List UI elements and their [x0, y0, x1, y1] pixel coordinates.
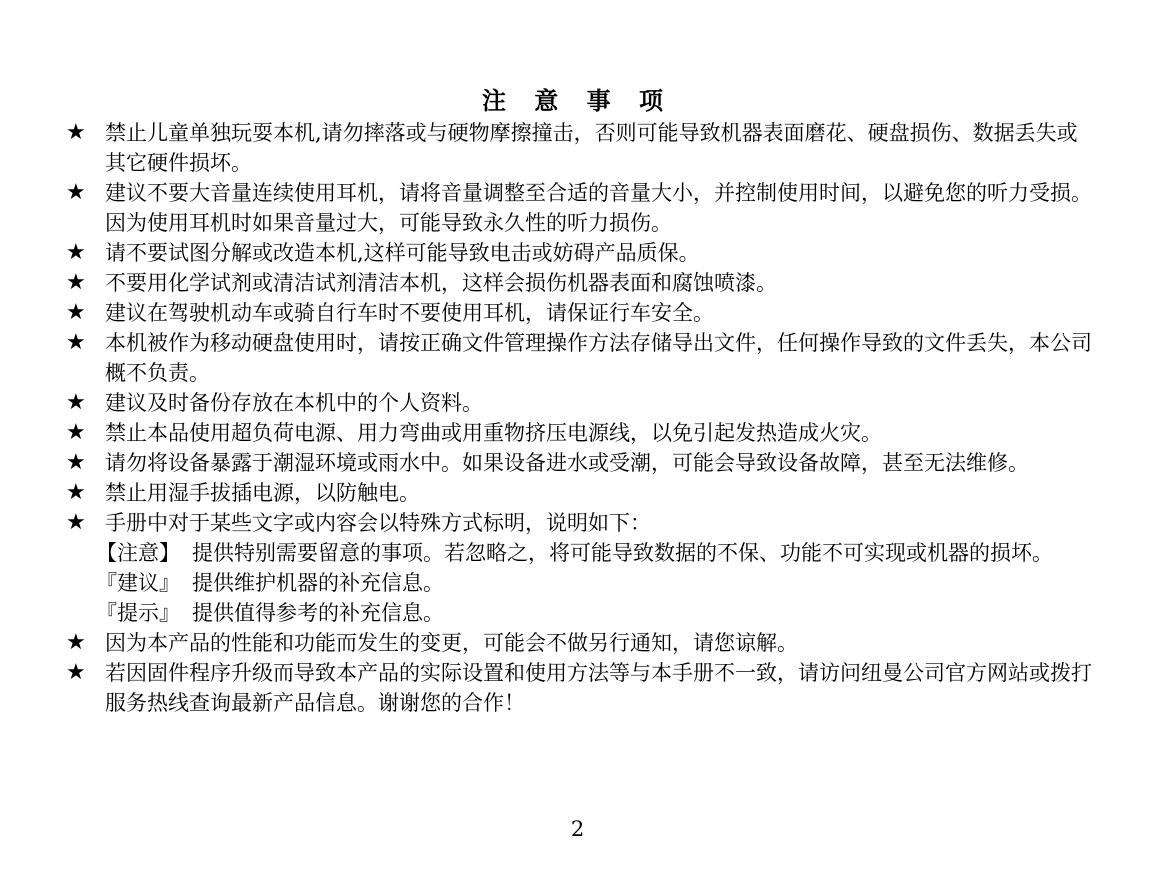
notice-item	[66, 388, 1096, 418]
star-icon: ★	[66, 630, 86, 655]
notice-item	[66, 328, 1096, 388]
notation-item-tip	[66, 598, 1096, 628]
notice-item	[66, 658, 1096, 718]
notice-text: 禁止用湿手拔插电源，以防触电。	[105, 481, 420, 505]
notice-text: 不要用化学试剂或清洁试剂清洁本机，这样会损伤机器表面和腐蚀喷漆。	[105, 271, 777, 295]
notice-text: 建议不要大音量连续使用耳机，请将音量调整至合适的音量大小，并控制使用时间，以避免您的听力受损。因为使用耳机时如果音量过大，可能导致永久性的听力损伤。	[105, 181, 1092, 235]
page-title: 注 意 事 项	[481, 86, 674, 115]
star-icon: ★	[66, 330, 86, 355]
notation-label: 『提示』	[96, 601, 180, 625]
notice-item	[66, 478, 1096, 508]
notation-label: 【注意】	[96, 541, 180, 565]
notice-item	[66, 298, 1096, 328]
star-icon: ★	[66, 660, 86, 685]
star-icon: ★	[66, 240, 86, 265]
star-icon: ★	[66, 510, 86, 535]
star-icon: ★	[66, 120, 86, 145]
notice-text: 建议及时备份存放在本机中的个人资料。	[105, 391, 483, 415]
notice-item	[66, 118, 1096, 178]
notice-text: 手册中对于某些文字或内容会以特殊方式标明，说明如下：	[105, 511, 651, 535]
notice-text: 禁止儿童单独玩耍本机,请勿摔落或与硬物摩擦撞击，否则可能导致机器表面磨花、硬盘损伤、数据丢失或其它硬件损坏。	[105, 121, 1078, 175]
star-icon: ★	[66, 450, 86, 475]
notation-item-suggestion	[66, 568, 1096, 598]
star-icon: ★	[66, 300, 86, 325]
notice-item	[66, 418, 1096, 448]
star-icon: ★	[66, 390, 86, 415]
notice-item	[66, 508, 1096, 538]
notation-item-caution	[66, 538, 1096, 568]
notice-text: 禁止本品使用超负荷电源、用力弯曲或用重物挤压电源线，以免引起发热造成火灾。	[105, 421, 882, 445]
notation-text: 提供值得参考的补充信息。	[192, 601, 444, 625]
notice-text: 请勿将设备暴露于潮湿环境或雨水中。如果设备进水或受潮，可能会导致设备故障，甚至无法维修。	[105, 451, 1029, 475]
notice-item	[66, 238, 1096, 268]
star-icon: ★	[66, 180, 86, 205]
notice-item	[66, 448, 1096, 478]
notice-list	[66, 118, 1096, 718]
notice-text: 因为本产品的性能和功能而发生的变更，可能会不做另行通知，请您谅解。	[105, 631, 798, 655]
star-icon: ★	[66, 270, 86, 295]
notice-item	[66, 268, 1096, 298]
star-icon: ★	[66, 420, 86, 445]
star-icon: ★	[66, 480, 86, 505]
notice-item	[66, 628, 1096, 658]
notation-label: 『建议』	[96, 571, 180, 595]
notation-text: 提供特别需要留意的事项。若忽略之，将可能导致数据的不保、功能不可实现或机器的损坏。	[192, 541, 1053, 565]
notice-item	[66, 178, 1096, 238]
notice-text: 本机被作为移动硬盘使用时，请按正确文件管理操作方法存储导出文件，任何操作导致的文件丢失，本公司概不负责。	[105, 331, 1092, 385]
notice-text: 建议在驾驶机动车或骑自行车时不要使用耳机，请保证行车安全。	[105, 301, 714, 325]
notice-text: 若因固件程序升级而导致本产品的实际设置和使用方法等与本手册不一致，请访问纽曼公司官方网站或拨打服务热线查询最新产品信息。谢谢您的合作！	[105, 661, 1092, 715]
notice-text: 请不要试图分解或改造本机,这样可能导致电击或妨碍产品质保。	[105, 241, 700, 265]
page-number: 2	[570, 817, 585, 841]
notation-text: 提供维护机器的补充信息。	[192, 571, 444, 595]
